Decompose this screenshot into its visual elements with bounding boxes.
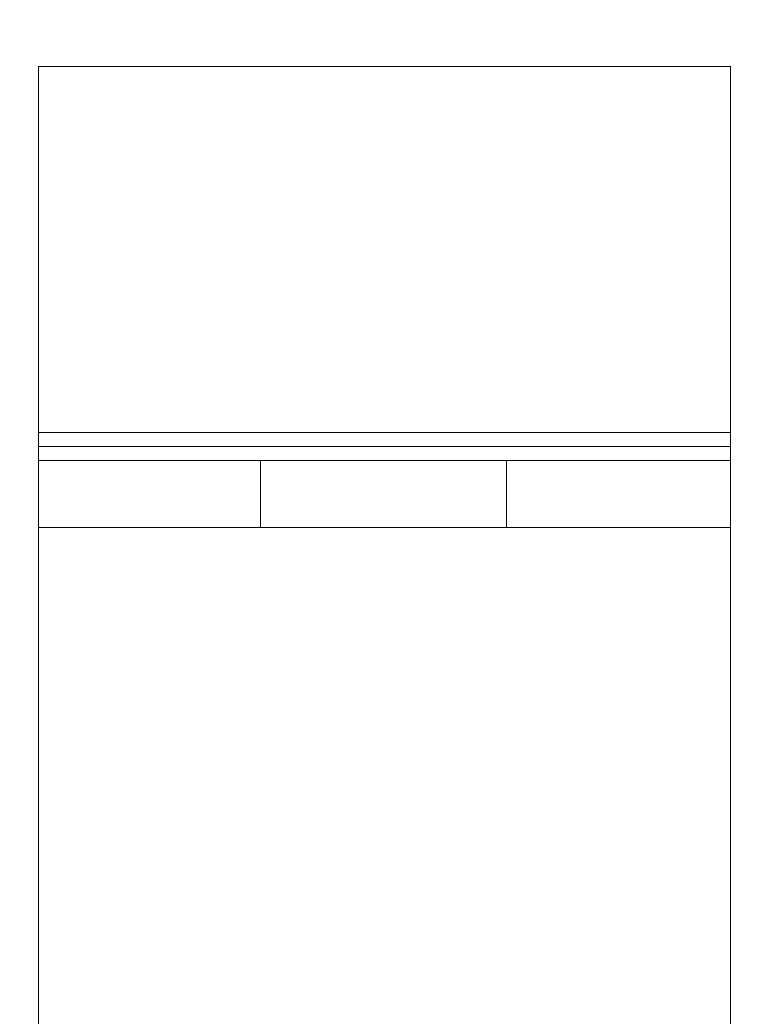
spacer-row <box>39 433 730 447</box>
section-2-header <box>39 447 730 461</box>
worksheet-table <box>38 66 731 1024</box>
choices-box <box>39 461 730 528</box>
choices-column-3 <box>507 461 730 527</box>
section-1 <box>39 67 730 433</box>
choices-column-2 <box>261 461 507 527</box>
choices-column-1 <box>39 461 261 527</box>
